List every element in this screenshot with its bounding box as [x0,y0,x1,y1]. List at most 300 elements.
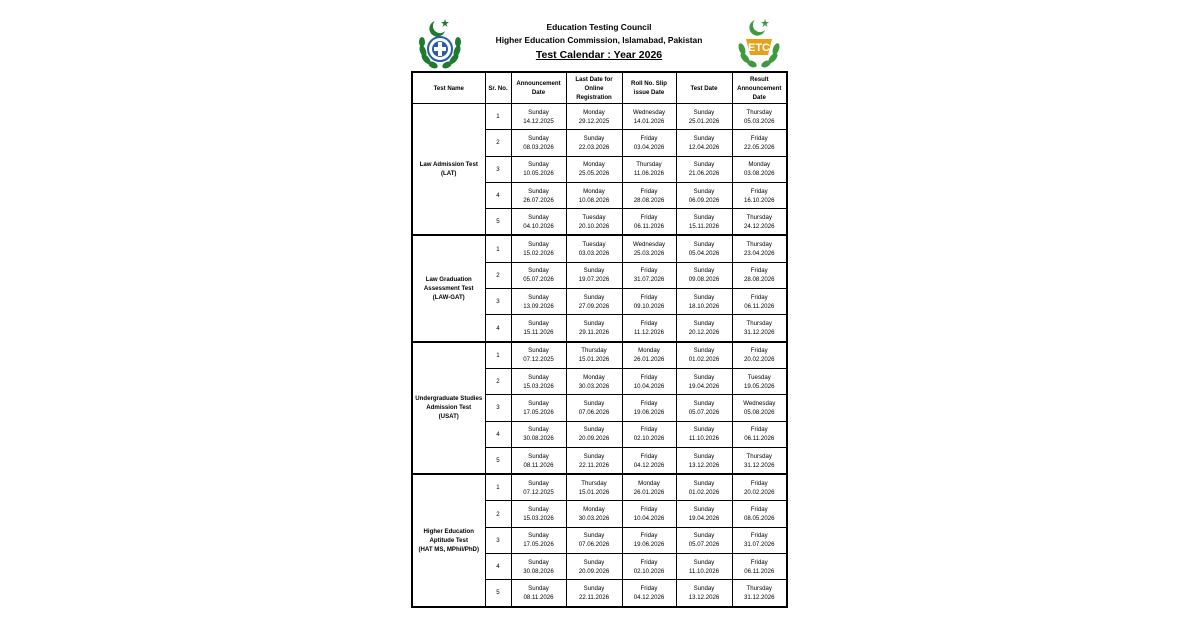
test-name-line: Undergraduate Studies [415,395,483,403]
date-cell [566,289,622,315]
date-text: 08.11.2026 [523,593,554,601]
date-text: 19.04.2026 [688,515,720,523]
sr-no-cell: 2 [485,262,511,288]
date-text: 26.01.2026 [633,488,665,496]
etc-logo-icon [734,17,784,71]
date-cell [566,262,622,288]
date-text: 11.10.2026 [688,567,720,575]
weekday-text: Friday [640,584,658,592]
weekday-text: Thursday [581,479,607,487]
weekday-text: Sunday [583,399,605,407]
date-cell [732,474,787,501]
date-cell [622,474,676,501]
date-text: 25.03.2026 [633,250,665,258]
weekday-text: Sunday [583,584,605,592]
weekday-text: Friday [750,426,768,434]
date-cell [622,580,676,607]
date-cell [732,289,787,315]
weekday-text: Friday [640,399,658,407]
weekday-text: Thursday [746,213,772,221]
date-cell [566,447,622,474]
date-text: 05.07.2026 [688,408,720,416]
date-text: 31.07.2026 [744,541,775,549]
date-text: 31.12.2026 [744,461,775,469]
header-sr-no: Sr. No. [485,72,511,104]
date-text: 04.10.2026 [523,222,554,230]
date-text: 12.04.2026 [688,143,720,151]
date-text: 19.07.2026 [578,276,610,284]
date-text: 15.11.2026 [523,329,554,337]
date-cell [676,554,732,580]
date-text: 02.10.2026 [633,567,665,575]
weekday-text: Wednesday [632,241,666,249]
date-text: 01.02.2026 [688,356,720,364]
date-cell [511,289,566,315]
sr-no-cell: 1 [485,474,511,501]
date-text: 20.12.2026 [688,329,720,337]
date-cell [566,527,622,553]
header-test-date: Test Date [676,72,732,104]
date-text: 08.03.2026 [523,143,554,151]
date-cell [511,104,566,130]
weekday-text: Sunday [528,426,549,434]
date-text: 15.03.2026 [523,515,554,523]
date-cell [622,501,676,527]
weekday-text: Monday [583,373,605,381]
weekday-text: Sunday [528,320,549,328]
svg-text:ETC: ETC [748,42,770,54]
date-cell [676,289,732,315]
date-cell [511,447,566,474]
date-cell [676,421,732,447]
sr-no-cell: 2 [485,130,511,156]
weekday-text: Sunday [528,373,549,381]
date-cell [566,182,622,208]
date-text: 13.12.2026 [688,461,720,469]
date-cell [676,368,732,394]
date-cell [676,209,732,236]
weekday-text: Sunday [528,293,549,301]
date-text: 29.11.2026 [578,329,610,337]
date-cell [732,235,787,262]
date-cell [566,580,622,607]
weekday-text: Friday [750,293,768,301]
date-text: 11.12.2026 [633,329,665,337]
weekday-text: Sunday [528,506,549,514]
weekday-text: Friday [750,187,768,195]
date-text: 22.11.2026 [578,461,610,469]
weekday-text: Friday [750,532,768,540]
weekday-text: Sunday [693,134,715,142]
sr-no-cell: 4 [485,182,511,208]
weekday-text: Sunday [693,452,715,460]
date-text: 26.07.2026 [523,196,554,204]
weekday-text: Sunday [528,241,549,249]
date-text: 20.09.2026 [578,567,610,575]
date-cell [566,501,622,527]
date-cell [566,156,622,182]
date-cell [566,104,622,130]
date-text: 05.07.2026 [523,276,554,284]
weekday-text: Friday [640,532,658,540]
page-title: Test Calendar : Year 2026 [535,49,663,61]
date-cell [622,395,676,421]
weekday-text: Monday [748,161,771,169]
weekday-text: Monday [638,347,660,355]
date-cell [732,368,787,394]
weekday-text: Sunday [693,347,715,355]
date-text: 25.05.2026 [578,170,610,178]
weekday-text: Sunday [583,426,605,434]
date-cell [676,580,732,607]
date-text: 13.09.2026 [523,302,554,310]
date-text: 01.02.2026 [688,488,720,496]
test-name-cell [412,474,485,606]
sr-no-cell: 3 [485,289,511,315]
weekday-text: Monday [638,479,660,487]
test-name-cell [412,104,485,236]
weekday-text: Friday [750,479,768,487]
date-cell [566,209,622,236]
date-text: 06.11.2026 [633,222,665,230]
date-cell [676,342,732,369]
weekday-text: Sunday [693,532,715,540]
date-cell [676,235,732,262]
date-cell [622,104,676,130]
date-cell [622,262,676,288]
date-text: 20.10.2026 [578,222,610,230]
weekday-text: Friday [750,506,768,514]
test-name-line: Assessment Test [423,285,474,293]
date-cell [732,421,787,447]
date-cell [511,368,566,394]
date-text: 11.06.2026 [633,170,665,178]
weekday-text: Sunday [693,506,715,514]
weekday-text: Friday [640,213,658,221]
weekday-text: Sunday [693,293,715,301]
test-name-line: (LAT) [441,170,457,178]
date-cell [622,368,676,394]
table-row [412,342,787,369]
date-text: 05.07.2026 [688,541,720,549]
date-cell [732,130,787,156]
date-text: 24.12.2026 [744,222,775,230]
weekday-text: Sunday [583,320,605,328]
date-text: 05.08.2026 [744,408,775,416]
weekday-text: Sunday [583,267,605,275]
date-cell [511,527,566,553]
date-cell [511,209,566,236]
date-text: 02.10.2026 [633,435,665,443]
date-text: 31.12.2026 [744,593,775,601]
sr-no-cell: 4 [485,421,511,447]
date-text: 22.05.2026 [744,143,775,151]
date-text: 10.04.2026 [633,382,665,390]
table-row [412,235,787,262]
weekday-text: Monday [583,187,605,195]
test-name-line: Higher Education [423,527,474,535]
header-announcement-date: Announcement Date [511,72,566,104]
weekday-text: Thursday [581,347,607,355]
date-cell [622,447,676,474]
test-name-line: (LAW-GAT) [432,294,465,302]
date-cell [566,130,622,156]
weekday-text: Friday [640,267,658,275]
date-cell [566,474,622,501]
weekday-text: Friday [640,558,658,566]
date-cell [511,554,566,580]
date-cell [622,289,676,315]
date-text: 30.03.2026 [578,515,610,523]
date-text: 10.05.2026 [523,170,554,178]
date-text: 15.11.2026 [688,222,720,230]
date-cell [511,156,566,182]
weekday-text: Sunday [528,213,549,221]
date-text: 22.03.2026 [578,143,610,151]
weekday-text: Sunday [693,267,715,275]
date-cell [622,130,676,156]
date-text: 05.03.2026 [744,117,775,125]
weekday-text: Sunday [583,532,605,540]
weekday-text: Sunday [693,479,715,487]
weekday-text: Sunday [528,347,549,355]
date-text: 07.12.2025 [523,356,554,364]
sr-no-cell: 5 [485,580,511,607]
date-text: 16.10.2026 [744,196,775,204]
weekday-text: Sunday [583,558,605,566]
date-cell [511,235,566,262]
date-cell [732,447,787,474]
date-text: 04.12.2026 [633,593,665,601]
weekday-text: Wednesday [632,108,666,116]
weekday-text: Sunday [693,399,715,407]
table-row [412,474,787,501]
weekday-text: Sunday [528,532,549,540]
weekday-text: Sunday [693,187,715,195]
date-cell [732,527,787,553]
date-cell [676,156,732,182]
weekday-text: Thursday [636,161,662,169]
weekday-text: Friday [640,134,658,142]
date-cell [622,156,676,182]
test-name-line: Law Graduation [425,276,472,284]
date-text: 29.12.2025 [578,117,610,125]
date-text: 03.03.2026 [578,250,610,258]
weekday-text: Friday [640,320,658,328]
table-row [412,104,787,130]
org-name: Education Testing Council [546,22,652,32]
date-cell [732,209,787,236]
weekday-text: Friday [640,373,658,381]
weekday-text: Friday [750,134,768,142]
date-text: 15.01.2026 [578,356,610,364]
test-name-line: Law Admission Test [419,161,478,169]
date-cell [511,130,566,156]
table-body [412,104,787,607]
test-name-line: Admission Test [426,404,472,412]
header-result-date: Result Announcement Date [732,72,787,104]
sr-no-cell: 3 [485,527,511,553]
date-cell [732,342,787,369]
date-cell [622,235,676,262]
sr-no-cell: 5 [485,209,511,236]
test-name-line: Aptitude Test [429,536,468,544]
weekday-text: Sunday [528,108,549,116]
date-text: 31.12.2026 [744,329,775,337]
sr-no-cell: 4 [485,554,511,580]
weekday-text: Sunday [583,293,605,301]
date-text: 22.11.2026 [578,593,610,601]
date-text: 20.02.2026 [744,488,775,496]
date-cell [676,474,732,501]
weekday-text: Sunday [528,134,549,142]
date-text: 20.02.2026 [744,356,775,364]
date-text: 19.06.2026 [633,408,665,416]
date-text: 18.10.2026 [688,302,720,310]
test-name-line: (HAT MS, MPhil/PhD) [418,545,479,553]
date-text: 30.08.2026 [523,567,554,575]
weekday-text: Sunday [528,187,549,195]
weekday-text: Friday [640,452,658,460]
header-last-date-registration: Last Date for Online Registration [566,72,622,104]
date-text: 08.05.2026 [744,515,775,523]
weekday-text: Tuesday [747,373,771,381]
weekday-text: Thursday [746,320,772,328]
date-cell [622,182,676,208]
date-cell [622,554,676,580]
weekday-text: Monday [583,108,605,116]
sr-no-cell: 3 [485,395,511,421]
date-cell [676,395,732,421]
table-header-row [412,72,787,104]
date-cell [732,554,787,580]
date-text: 07.12.2025 [523,488,554,496]
date-text: 05.04.2026 [688,250,720,258]
date-text: 07.06.2026 [578,541,610,549]
date-text: 06.11.2026 [744,302,775,310]
header-roll-no-slip-date: Roll No. Slip issue Date [622,72,676,104]
date-text: 13.12.2026 [688,593,720,601]
date-text: 09.08.2026 [688,276,720,284]
test-name-cell [412,342,485,474]
weekday-text: Sunday [693,241,715,249]
weekday-text: Sunday [583,134,605,142]
date-text: 19.05.2026 [744,382,775,390]
weekday-text: Friday [640,293,658,301]
date-text: 10.04.2026 [633,515,665,523]
date-text: 08.11.2026 [523,461,554,469]
date-text: 20.09.2026 [578,435,610,443]
sr-no-cell: 2 [485,501,511,527]
date-cell [566,421,622,447]
date-text: 19.06.2026 [633,541,665,549]
weekday-text: Sunday [528,479,549,487]
weekday-text: Sunday [583,452,605,460]
date-text: 10.08.2026 [578,196,610,204]
weekday-text: Sunday [693,558,715,566]
date-cell [732,501,787,527]
date-text: 06.11.2026 [744,435,775,443]
date-cell [511,501,566,527]
date-cell [676,262,732,288]
weekday-text: Sunday [528,452,549,460]
test-name-cell [412,235,485,341]
date-text: 14.01.2026 [633,117,665,125]
weekday-text: Sunday [693,584,715,592]
date-text: 28.08.2026 [744,276,775,284]
weekday-text: Monday [583,161,605,169]
date-cell [732,104,787,130]
weekday-text: Thursday [746,108,772,116]
date-cell [732,395,787,421]
date-text: 17.05.2026 [523,408,554,416]
date-cell [732,580,787,607]
date-text: 15.03.2026 [523,382,554,390]
date-cell [676,315,732,342]
date-cell [622,209,676,236]
date-text: 31.07.2026 [633,276,665,284]
sr-no-cell: 1 [485,235,511,262]
weekday-text: Sunday [693,213,715,221]
weekday-text: Monday [583,506,605,514]
weekday-text: Wednesday [743,399,776,407]
weekday-text: Thursday [746,584,772,592]
weekday-text: Sunday [528,584,549,592]
sr-no-cell: 5 [485,447,511,474]
weekday-text: Thursday [746,241,772,249]
date-text: 04.12.2026 [633,461,665,469]
weekday-text: Friday [750,267,768,275]
date-text: 19.04.2026 [688,382,720,390]
date-cell [622,315,676,342]
date-text: 07.06.2026 [578,408,610,416]
date-text: 28.08.2026 [633,196,665,204]
test-calendar-table [411,71,788,608]
date-cell [732,182,787,208]
date-text: 09.10.2026 [633,302,665,310]
document-header [410,17,788,71]
sr-no-cell: 1 [485,104,511,130]
date-cell [676,447,732,474]
weekday-text: Sunday [693,373,715,381]
weekday-text: Friday [640,506,658,514]
date-cell [676,104,732,130]
weekday-text: Friday [640,426,658,434]
date-cell [732,315,787,342]
date-text: 06.09.2026 [688,196,720,204]
weekday-text: Thursday [746,452,772,460]
date-cell [511,580,566,607]
date-text: 06.11.2026 [744,567,775,575]
date-cell [676,527,732,553]
weekday-text: Friday [750,558,768,566]
date-text: 23.04.2026 [744,250,775,258]
date-cell [732,262,787,288]
date-cell [511,474,566,501]
date-cell [511,262,566,288]
weekday-text: Tuesday [582,241,606,249]
date-text: 14.12.2025 [523,117,554,125]
weekday-text: Sunday [693,108,715,116]
date-cell [511,182,566,208]
date-cell [511,421,566,447]
date-cell [511,395,566,421]
date-cell [566,342,622,369]
sr-no-cell: 2 [485,368,511,394]
date-cell [622,421,676,447]
weekday-text: Sunday [693,161,715,169]
weekday-text: Sunday [528,558,549,566]
